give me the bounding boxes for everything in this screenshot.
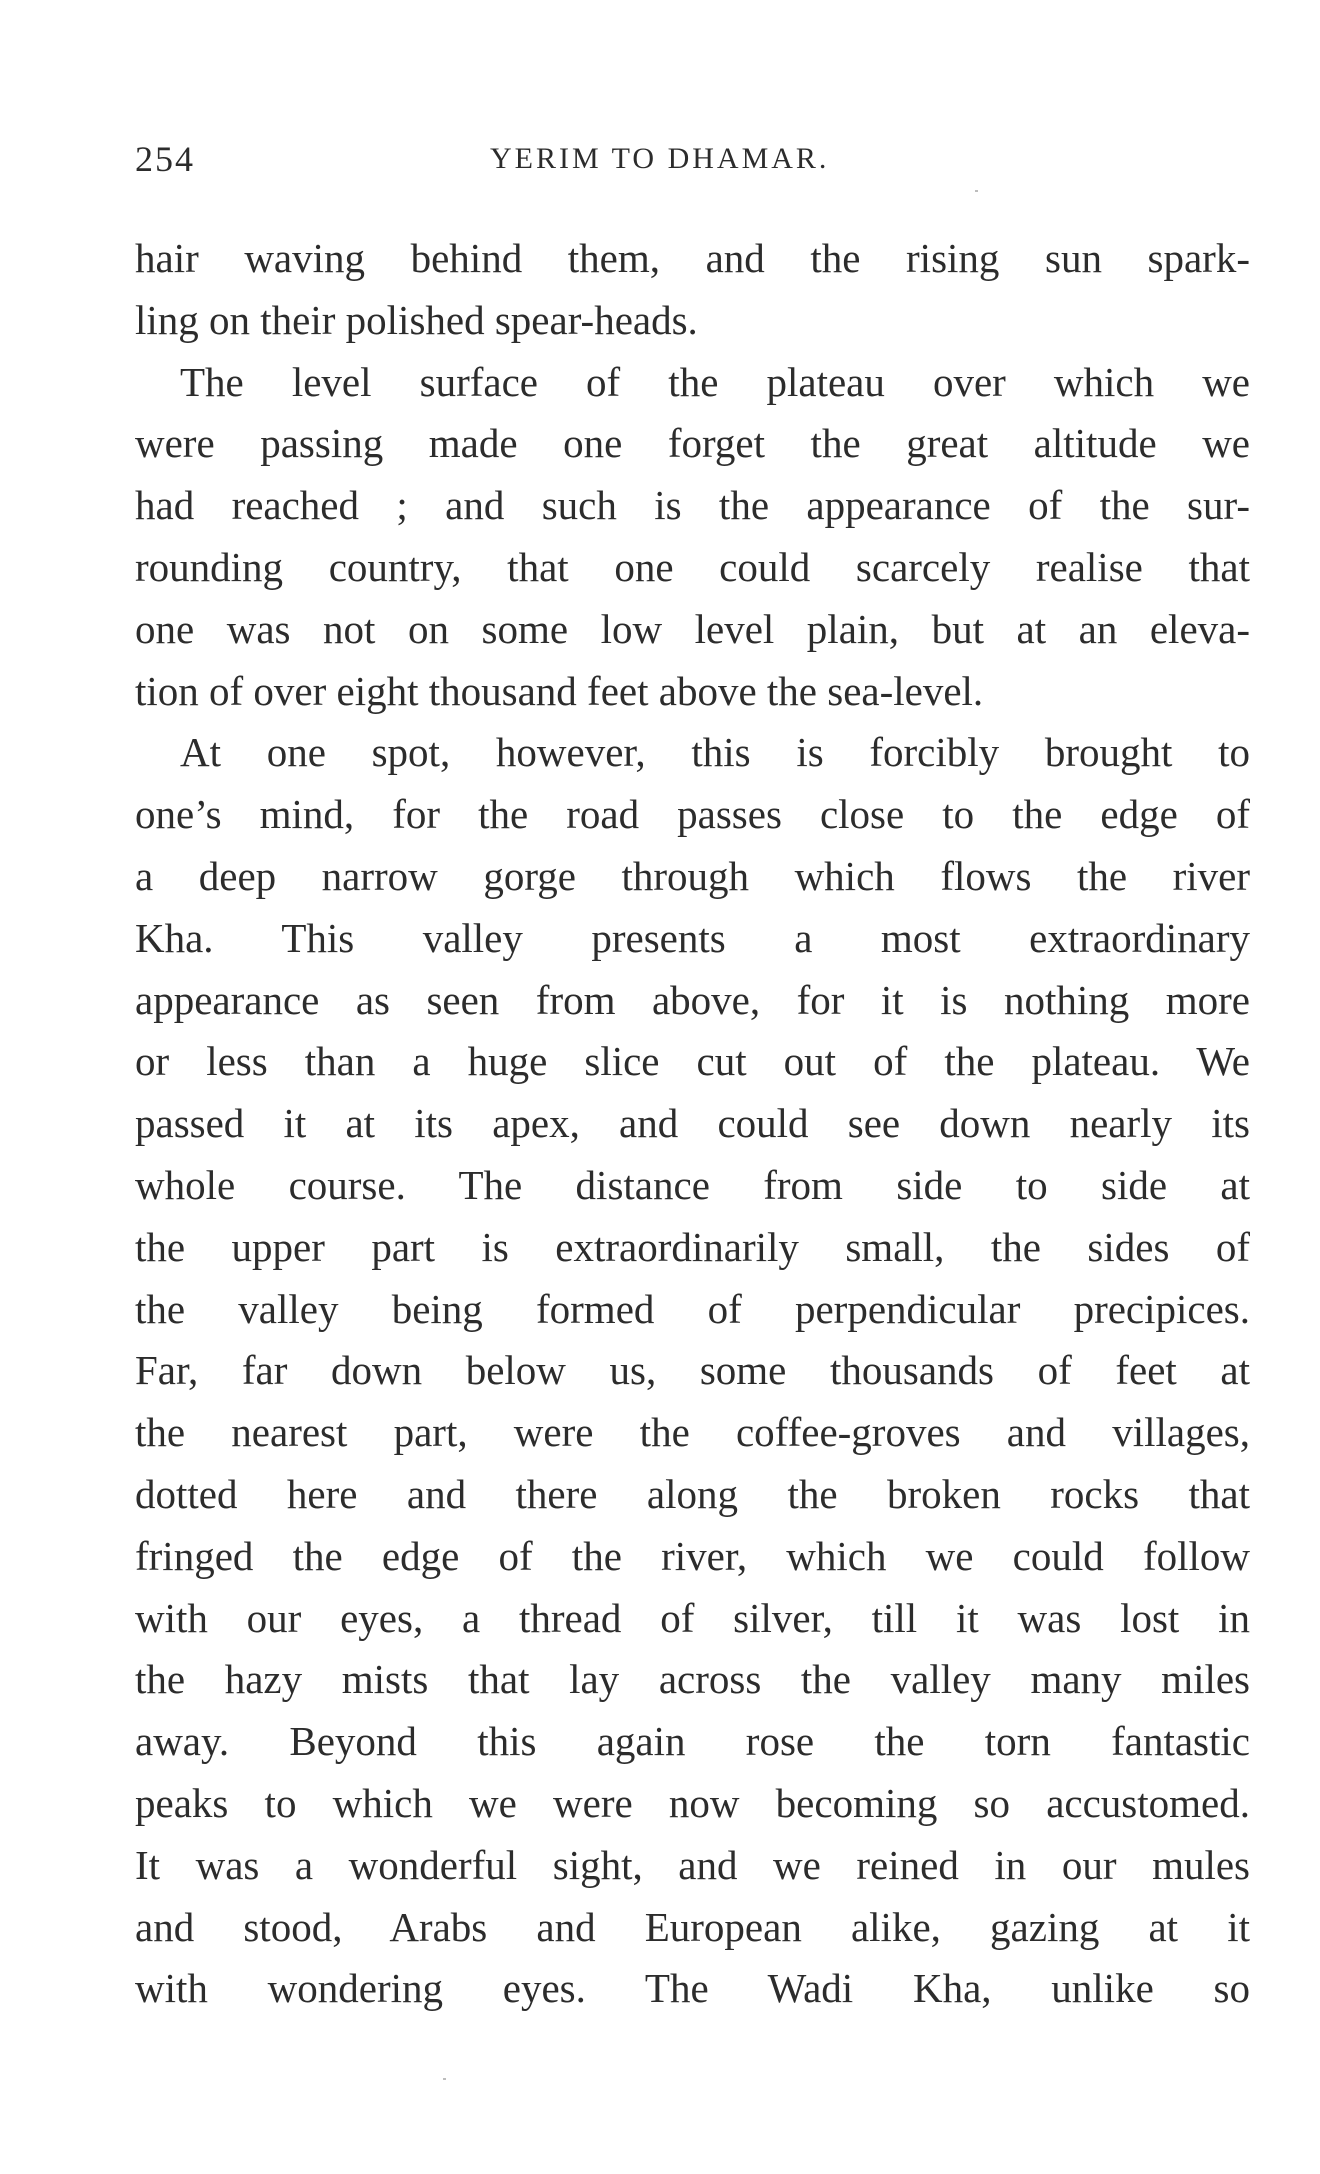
running-head: [135, 138, 1250, 186]
text-line: had reached ; and such is the appearance of the sur-: [135, 482, 1250, 529]
text-line: rounding country, that one could scarcely realise that: [135, 543, 1250, 590]
text-line: the nearest part, were the coffee-groves and villages,: [135, 1409, 1250, 1456]
page-number: 254: [135, 139, 195, 179]
text-line: appearance as seen from above, for it is nothing more: [135, 976, 1250, 1023]
text-line: ling on their polished spear-heads.: [135, 296, 698, 343]
text-line: It was a wonderful sight, and we reined in our mules: [135, 1841, 1250, 1888]
text-line: passed it at its apex, and could see down nearly its: [135, 1100, 1250, 1147]
text-line: one was not on some low level plain, but at an eleva-: [135, 605, 1250, 652]
text-line: the valley being formed of perpendicular precipices.: [135, 1285, 1250, 1332]
paper-speck: [443, 2078, 446, 2080]
text-line: a deep narrow gorge through which flows the river: [135, 852, 1250, 899]
text-line: the hazy mists that lay across the valley many miles: [135, 1656, 1250, 1703]
text-line: away. Beyond this again rose the torn fantastic: [135, 1718, 1250, 1765]
text-line: or less than a huge slice cut out of the plateau. We: [135, 1038, 1250, 1085]
text-line: tion of over eight thousand feet above the sea-level.: [135, 667, 984, 714]
text-line: Kha. This valley presents a most extraordinary: [135, 914, 1250, 961]
running-title: YERIM TO DHAMAR.: [490, 142, 830, 175]
paper-speck: [975, 190, 978, 192]
text-line: peaks to which we were now becoming so accustomed.: [135, 1779, 1250, 1826]
text-line: and stood, Arabs and European alike, gazing at it: [135, 1903, 1250, 1950]
text-line: hair waving behind them, and the rising sun spark-: [135, 235, 1250, 281]
text-line: fringed the edge of the river, which we could follow: [135, 1532, 1250, 1579]
text-line: with our eyes, a thread of silver, till it was lost in: [135, 1594, 1250, 1641]
text-line: Far, far down below us, some thousands of feet at: [135, 1347, 1250, 1394]
text-line: with wondering eyes. The Wadi Kha, unlike so: [135, 1965, 1250, 2012]
text-line: the upper part is extraordinarily small, the sides of: [135, 1223, 1250, 1270]
body-text: [135, 228, 1250, 2020]
text-line: one’s mind, for the road passes close to the edge of: [135, 791, 1250, 838]
text-line: were passing made one forget the great altitude we: [135, 420, 1250, 467]
paragraph-first-line: The level surface of the plateau over which we: [180, 358, 1250, 405]
text-line: dotted here and there along the broken rocks that: [135, 1470, 1250, 1517]
paragraph-first-line: At one spot, however, this is forcibly brought to: [180, 729, 1250, 776]
text-line: whole course. The distance from side to side at: [135, 1161, 1250, 1208]
